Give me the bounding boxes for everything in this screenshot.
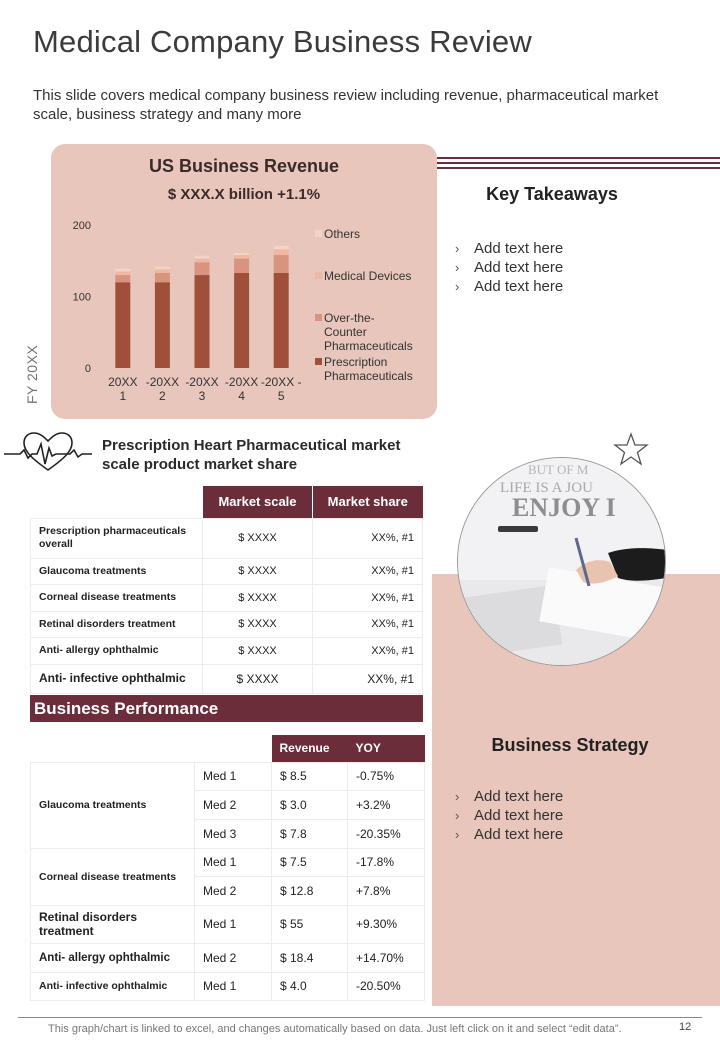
- y-tick-label: 0: [84, 363, 91, 375]
- table-row: Anti- infective ophthalmic $ XXXX XX%, #1: [31, 664, 423, 693]
- takeaway-item: › Add text here: [455, 278, 564, 295]
- bar-segment: [234, 273, 249, 368]
- table-row: Prescription pharmaceuticals overall $ XXXX XX%, #1: [31, 518, 423, 558]
- bar-segment: [155, 273, 170, 282]
- x-tick-label: -20XX -: [260, 375, 302, 389]
- key-takeaways-list: [455, 239, 563, 296]
- takeaway-item: › Add text here: [455, 259, 564, 276]
- wall-text: LIFE IS A JOU: [500, 480, 593, 496]
- table-row: Glaucoma treatments $ XXXX XX%, #1: [31, 558, 423, 585]
- x-tick-label: 20XX: [108, 375, 138, 389]
- chevron-right-icon: ›: [455, 808, 460, 823]
- x-tick-label: 2: [159, 389, 166, 403]
- legend-label: Over-the-: [324, 311, 375, 325]
- decorative-lines: [437, 157, 720, 172]
- table-row: Anti- allergy ophthalmic Med 2 $ 18.4 +14.70%: [31, 943, 425, 972]
- star-icon: [613, 432, 649, 468]
- bar-segment: [115, 269, 130, 272]
- takeaway-item: › Add text here: [455, 240, 564, 257]
- bar-segment: [195, 275, 210, 368]
- legend-label: Pharmaceuticals: [324, 369, 413, 383]
- fy-label: FY 20XX: [24, 344, 40, 404]
- x-tick-label: -20XX: [145, 375, 180, 389]
- bar-segment: [274, 249, 289, 255]
- col-header-revenue: Revenue: [272, 735, 348, 762]
- revenue-subtitle: $ XXX.X billion +1.1%: [167, 186, 321, 203]
- legend-swatch: [315, 272, 322, 279]
- chevron-right-icon: ›: [455, 241, 460, 256]
- wall-text: BUT OF M: [528, 462, 589, 477]
- table-row: Med 2 $ 12.8 +7.8%: [31, 877, 425, 906]
- x-tick-label: 5: [277, 389, 285, 403]
- bar-segment: [155, 266, 170, 269]
- key-takeaways-title: Key Takeaways: [486, 184, 618, 204]
- revenue-title: US Business Revenue: [148, 156, 340, 176]
- bar-segment: [274, 246, 289, 250]
- table-row: Glaucoma treatments Med 1 $ 8.5 -0.75%: [31, 762, 425, 791]
- bar-segment: [115, 271, 130, 275]
- performance-table: [30, 735, 425, 1001]
- legend-swatch: [315, 314, 322, 321]
- bar-segment: [115, 275, 130, 282]
- bar-segment: [195, 256, 210, 259]
- y-tick-label: 200: [72, 220, 91, 232]
- legend-label: Medical Devices: [324, 269, 412, 283]
- x-tick-label: -20XX: [224, 375, 259, 389]
- writing-photo: [457, 457, 666, 666]
- bar-segment: [234, 255, 249, 259]
- col-header-market-scale: Market scale: [203, 486, 313, 518]
- market-table: [30, 486, 423, 694]
- bar-segment: [155, 282, 170, 368]
- chevron-right-icon: ›: [455, 260, 460, 275]
- business-performance-title: Business Performance: [30, 695, 423, 722]
- bar-segment: [115, 282, 130, 368]
- legend-swatch: [315, 358, 322, 365]
- revenue-panel: [51, 144, 437, 419]
- business-strategy-title: Business Strategy: [491, 735, 649, 755]
- wall-text: ENJOY I: [512, 493, 616, 522]
- table-row: Anti- allergy ophthalmic $ XXXX XX%, #1: [31, 638, 423, 665]
- bar-segment: [234, 259, 249, 273]
- page-title: Medical Company Business Review: [33, 24, 532, 59]
- x-tick-label: 1: [119, 389, 127, 403]
- bar-segment: [195, 259, 210, 263]
- page-number: 12: [679, 1021, 692, 1033]
- x-tick-label: 3: [198, 389, 206, 403]
- legend-label: Pharmaceuticals: [324, 339, 413, 353]
- legend-label: Others: [324, 227, 361, 241]
- market-heading: Prescription Heart Pharmaceutical market scale product market share: [102, 437, 401, 473]
- table-row: Med 2 $ 3.0 +3.2%: [31, 791, 425, 820]
- strategy-item: › Add text here: [455, 826, 564, 843]
- strategy-list: [455, 787, 563, 844]
- chevron-right-icon: ›: [455, 827, 460, 842]
- footer-divider: [18, 1017, 702, 1018]
- col-header-market-share: Market share: [313, 486, 423, 518]
- legend-swatch: [315, 230, 322, 237]
- table-row: Retinal disorders treatment Med 1 $ 55 +9.30%: [31, 905, 425, 943]
- x-tick-label: -20XX: [185, 375, 219, 389]
- col-header-yoy: YOY: [348, 735, 425, 762]
- strategy-item: › Add text here: [455, 807, 564, 824]
- legend-label: Prescription: [324, 355, 388, 369]
- table-row: Retinal disorders treatment $ XXXX XX%, #1: [31, 611, 423, 638]
- legend-label: Counter: [324, 325, 367, 339]
- table-row: Med 3 $ 7.8 -20.35%: [31, 819, 425, 848]
- y-tick-label: 100: [72, 291, 91, 304]
- page-subtitle: This slide covers medical company business review including revenue, pharmaceutical market scale, business strategy and many more: [33, 87, 659, 123]
- bar-segment: [274, 273, 289, 368]
- chevron-right-icon: ›: [455, 789, 460, 804]
- table-row: Corneal disease treatments $ XXXX XX%, #1: [31, 585, 423, 612]
- heartbeat-icon: [4, 430, 92, 474]
- strategy-item: › Add text here: [455, 788, 564, 805]
- bar-segment: [155, 269, 170, 273]
- table-row: Corneal disease treatments Med 1 $ 7.5 -17.8%: [31, 848, 425, 877]
- photo-illustration: [458, 458, 666, 666]
- bar-segment: [195, 262, 210, 275]
- x-tick-label: 4: [238, 389, 245, 403]
- bar-segment: [274, 255, 289, 273]
- table-row: Anti- infective ophthalmic Med 1 $ 4.0 -20.50%: [31, 972, 425, 1001]
- chevron-right-icon: ›: [455, 279, 460, 294]
- footer-note: This graph/chart is linked to excel, and changes automatically based on data. Just left click on it and select “edit data”.: [48, 1023, 622, 1035]
- bar-segment: [234, 253, 249, 255]
